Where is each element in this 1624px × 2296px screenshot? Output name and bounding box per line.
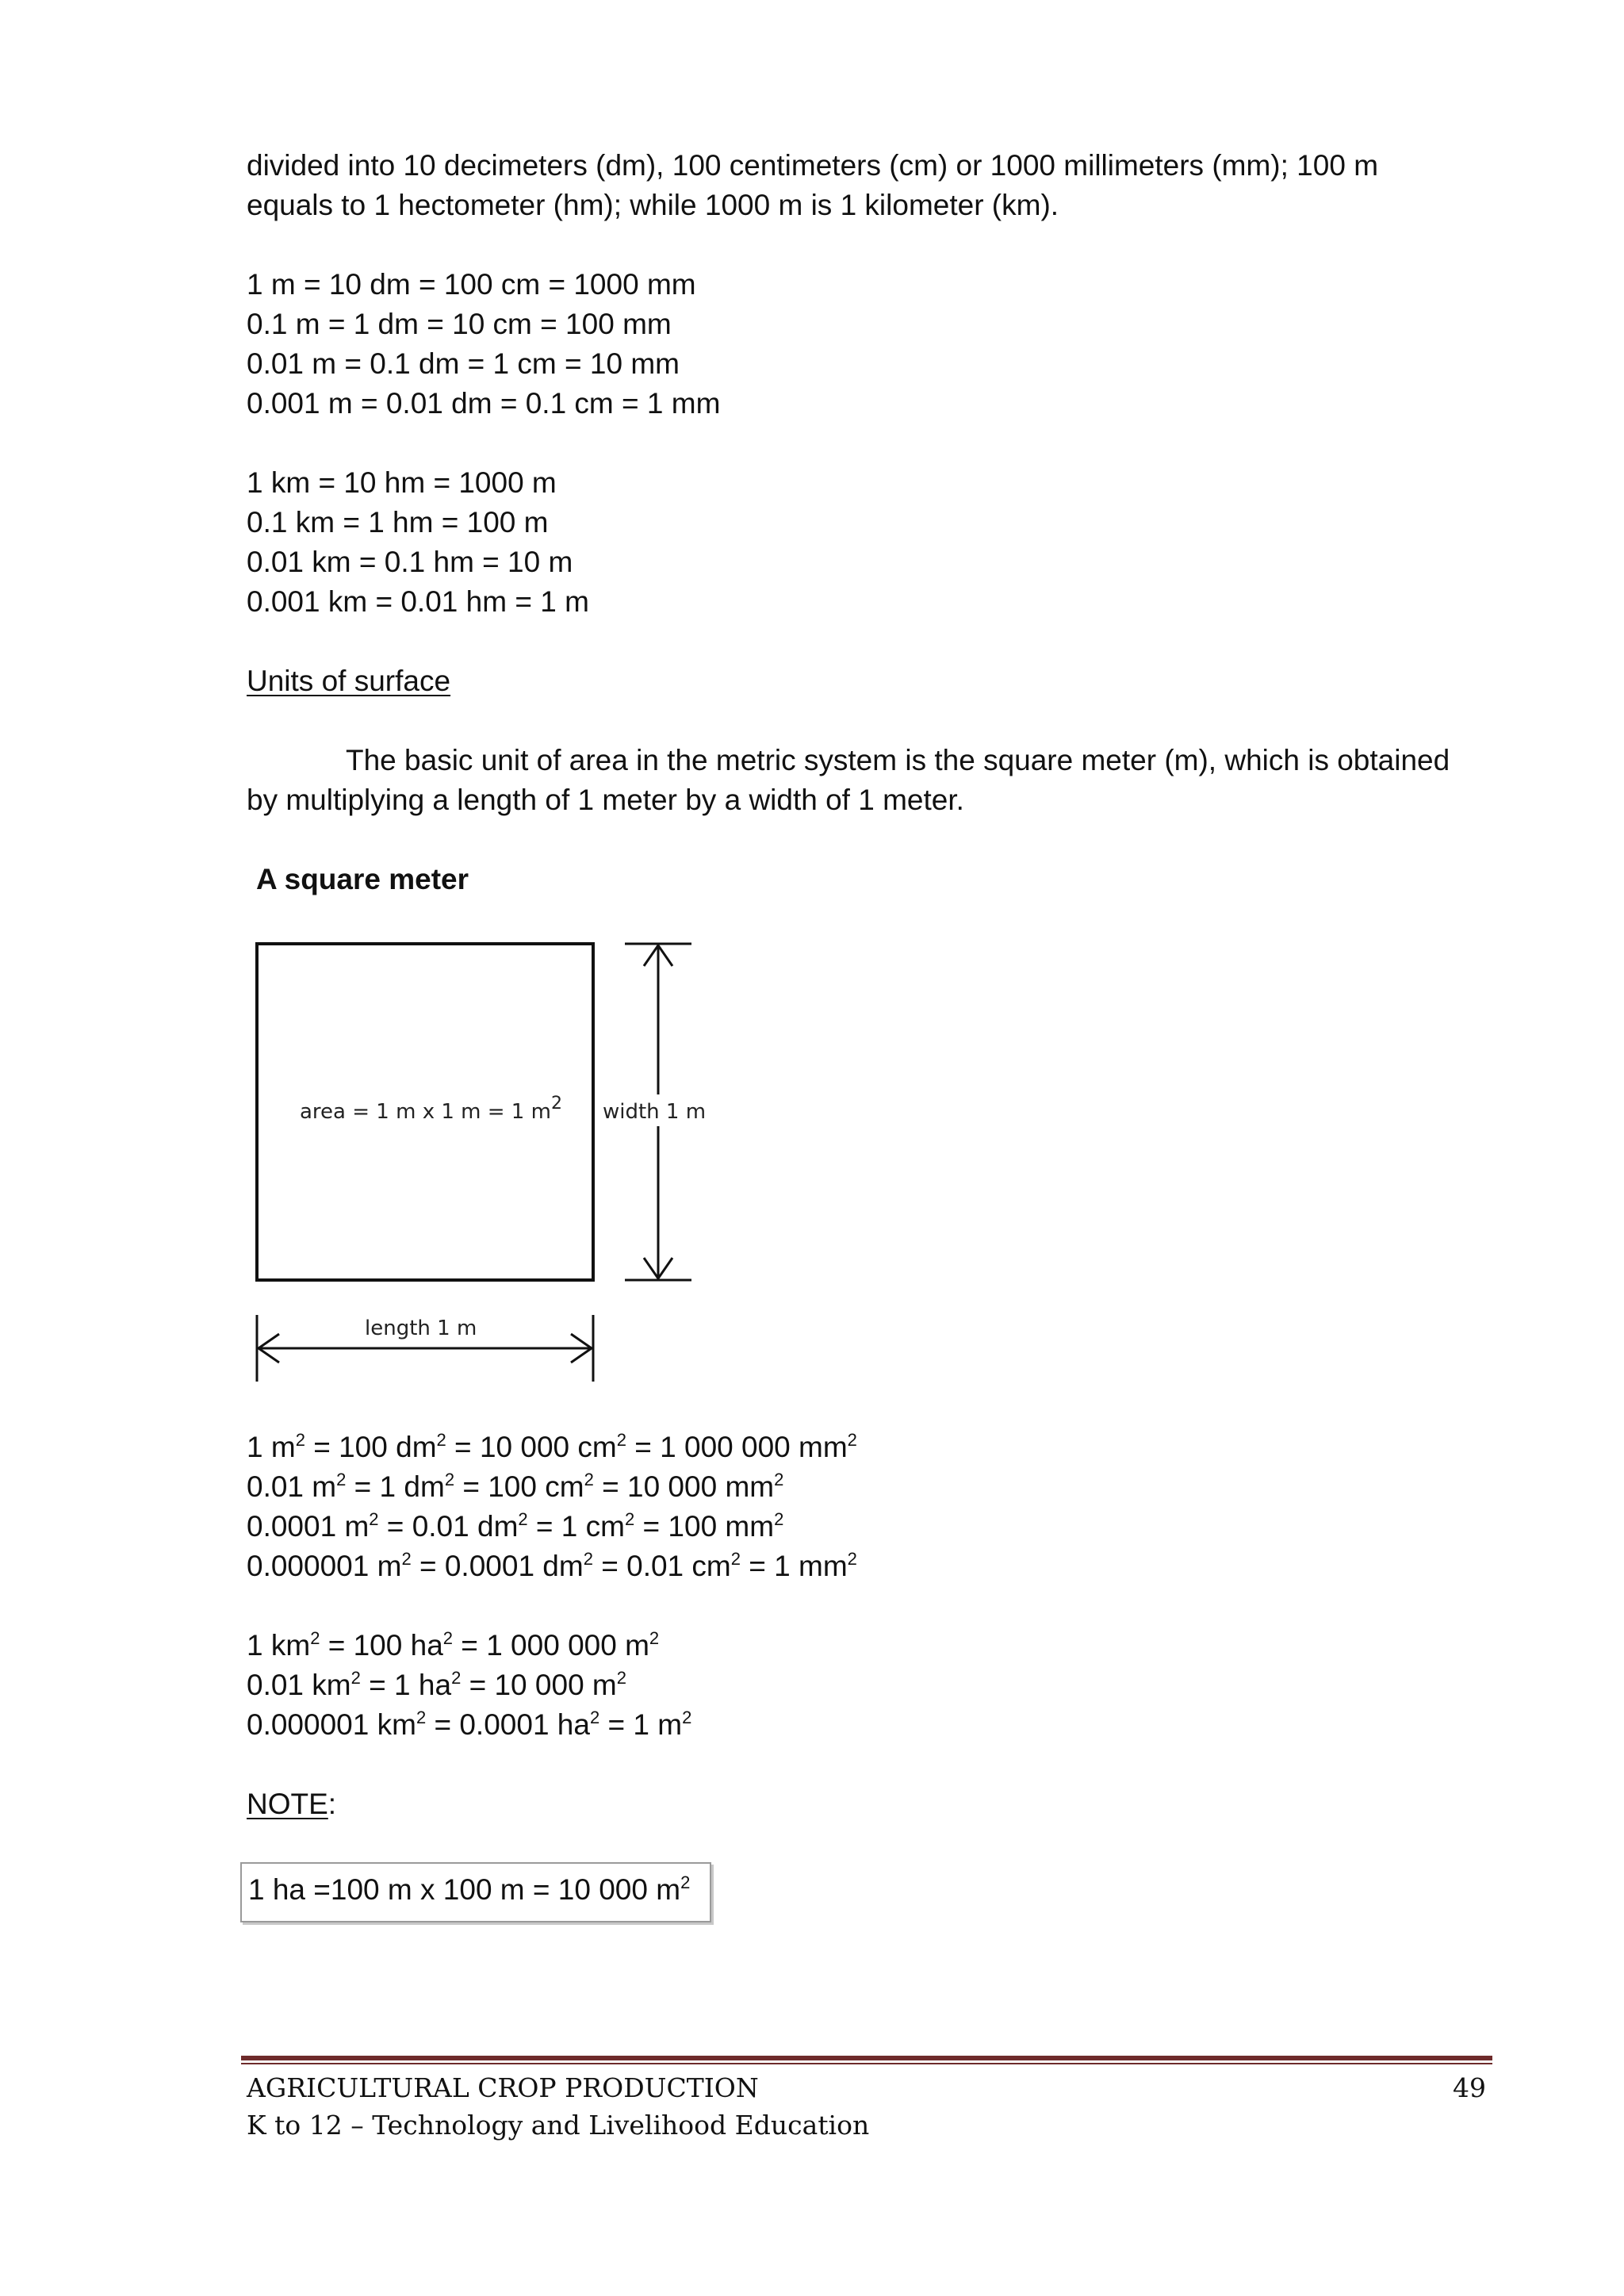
km-conversion-row: 0.1 km = 1 hm = 100 m <box>247 506 549 539</box>
paragraph-line-1: The basic unit of area in the metric system is the square meter (m), which is obtained <box>346 744 1450 776</box>
paragraph-line-2: by multiplying a length of 1 meter by a width of 1 meter. <box>247 784 964 816</box>
footer-rule-thin <box>241 2063 1492 2064</box>
area-conversion-row: 0.0001 $m^2 = 0.01$ $dm^2 = 1$ $cm^2 = 100$ $mm^2$ <box>247 1509 784 1543</box>
length-conversion-row: 0.001 m = 0.01 dm = 0.1 cm = 1 mm <box>247 387 721 420</box>
page-number: 49 <box>1453 2072 1486 2103</box>
length-label: length 1 m <box>365 1317 477 1340</box>
width-label: width 1 m <box>603 1100 707 1124</box>
km2-conversion-row: 0.000001 $km^2 = 0.0001$ $ha^2 = 1$ $m^2$ <box>247 1708 692 1741</box>
km-conversion-row: 1 km = 10 hm = 1000 m <box>247 466 557 499</box>
footer-subtitle: K to 12 – Technology and Livelihood Education <box>247 2110 870 2141</box>
intro-line-1: divided into 10 decimeters (dm), 100 centimeters (cm) or 1000 millimeters (mm); 100 m <box>247 149 1379 182</box>
length-conversion-row: 1 m = 10 dm = 100 cm = 1000 mm <box>247 268 696 301</box>
length-conversion-list <box>247 265 720 424</box>
area-label: area = 1 m x 1 m = 1 $m^2$ <box>300 1094 562 1124</box>
length-conversion-row: 0.1 m = 1 dm = 10 cm = 100 mm <box>247 308 672 340</box>
note-box-text: 1 ha =100 m x 100 m = 10 000 $m^2$ <box>248 1872 691 1906</box>
square-meter-diagram <box>238 928 730 1396</box>
area-conversion-list <box>247 1428 857 1586</box>
figure-heading: A square meter <box>256 863 469 895</box>
area-conversion-row: 0.01 $m^2 = 1$ $dm^2 = 100$ $cm^2 = 10$ 000 $mm^2$ <box>247 1470 784 1503</box>
intro-line-2: equals to 1 hectometer (hm); while 1000 m is 1 kilometer (km). <box>247 189 1059 221</box>
note-box <box>240 1862 711 1922</box>
footer-title: AGRICULTURAL CROP PRODUCTION <box>247 2072 759 2103</box>
km-conversion-list <box>247 463 589 622</box>
km2-conversion-row: 0.01 $km^2 = 1$ $ha^2 = 10$ 000 $m^2$ <box>247 1668 626 1701</box>
note-label: NOTE: <box>247 1788 337 1820</box>
km-conversion-row: 0.001 km = 0.01 hm = 1 m <box>247 585 589 618</box>
km2-conversion-list <box>247 1626 691 1745</box>
section-title: Units of surface <box>247 665 451 697</box>
km-conversion-row: 0.01 km = 0.1 hm = 10 m <box>247 546 573 578</box>
area-conversion-row: 0.000001 $m^2 = 0.0001$ $dm^2 = 0.01$ $cm^2 = 1$ $mm^2$ <box>247 1549 857 1582</box>
footer-rule-thick <box>241 2056 1492 2060</box>
km2-conversion-row: 1 $km^2 = 100$ $ha^2 = 1$ 000 000 $m^2$ <box>247 1628 660 1662</box>
length-conversion-row: 0.01 m = 0.1 dm = 1 cm = 10 mm <box>247 347 680 380</box>
area-conversion-row: 1 $m^2 = 100$ $dm^2 = 10$ 000 $cm^2 = 1$ 000 000 $mm^2$ <box>247 1430 857 1463</box>
